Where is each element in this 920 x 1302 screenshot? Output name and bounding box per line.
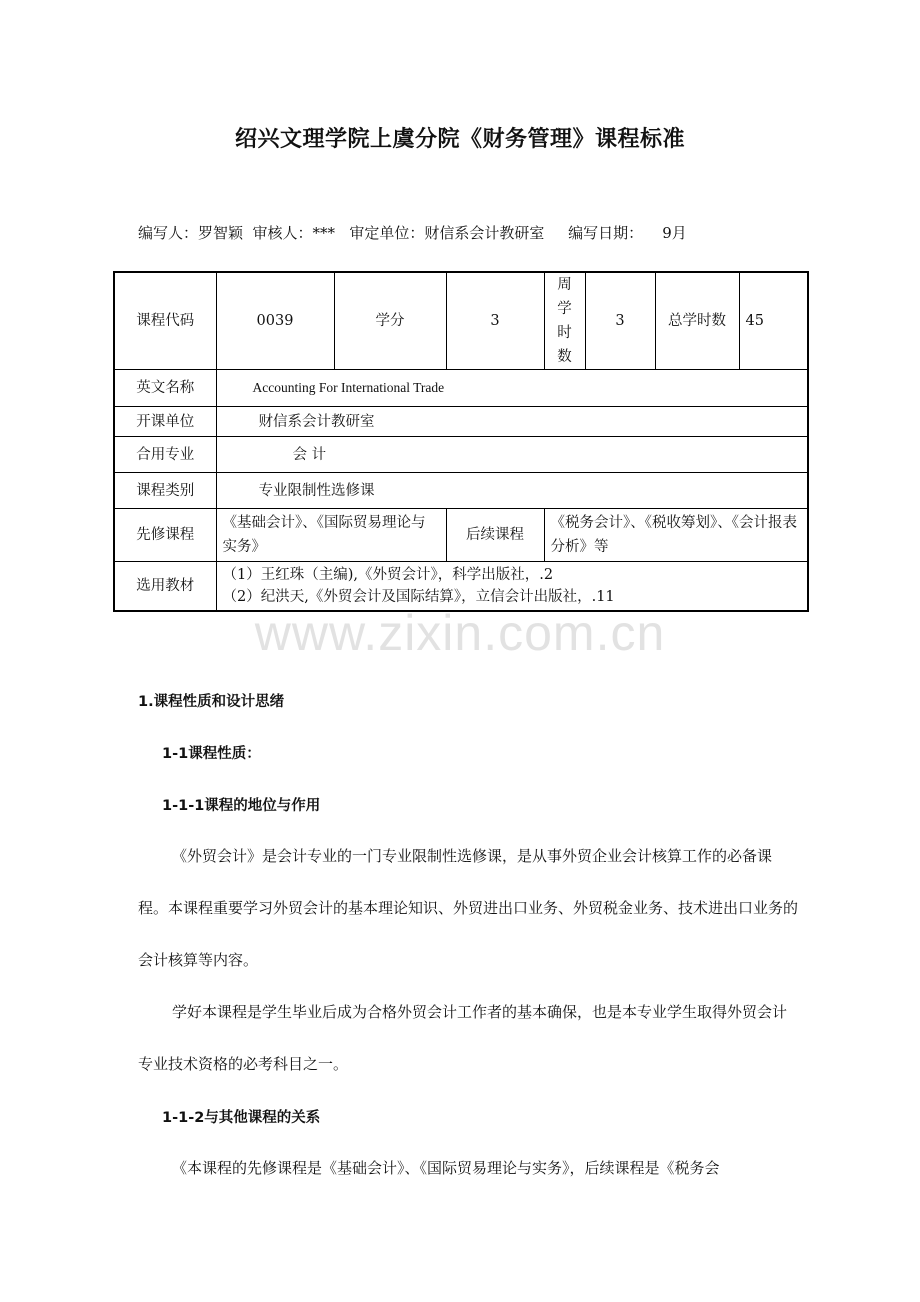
- weekly-hours-label-char: 学: [557, 301, 572, 317]
- document-title: 绍兴文理学院上虞分院《财务管理》课程标准: [234, 127, 685, 152]
- course-code-value: 0039: [216, 272, 334, 370]
- prereq-value: 《基础会计》、《国际贸易理论与实务》: [216, 509, 446, 562]
- prereq-label: 先修课程: [114, 509, 216, 562]
- textbook-item: （1）王红珠（主编),《外贸会计》，科学出版社，.2: [222, 567, 554, 583]
- table-row: [114, 407, 808, 437]
- section-heading: 1.课程性质和设计思绪: [138, 694, 285, 710]
- table-row: [114, 370, 808, 407]
- watermark: www.zixin.com.cn: [254, 605, 666, 661]
- major-label: 合用专业: [114, 437, 216, 473]
- weekly-hours-label-char: 周: [557, 277, 572, 293]
- subsection-heading: 1-1课程性质：: [162, 746, 261, 762]
- department-value: 财信系会计教研室: [216, 407, 808, 437]
- body-paragraph: 学好本课程是学生毕业后成为合格外贸会计工作者的基本确保，也是本专业学生取得外贸会计专业技术资格的必考科目之一。: [138, 1003, 788, 1073]
- body-paragraph: 《外贸会计》是会计专业的一门专业限制性选修课，是从事外贸企业会计核算工作的必备课程。本课程重要学习外贸会计的基本理论知识、外贸进出口业务、外贸税金业务、技术进出口业务的会计核算等内容。: [138, 847, 799, 969]
- subsubsection-heading: 1-1-2与其他课程的关系: [162, 1110, 321, 1126]
- weekly-hours-value: 3: [585, 272, 655, 370]
- category-value: 专业限制性选修课: [216, 473, 808, 509]
- total-hours-label: 总学时数: [655, 272, 739, 370]
- table-row: [114, 272, 808, 370]
- body-paragraph: 《本课程的先修课程是《基础会计》、《国际贸易理论与实务》，后续课程是《税务会: [172, 1159, 720, 1177]
- followup-label: 后续课程: [446, 509, 544, 562]
- category-label: 课程类别: [114, 473, 216, 509]
- table-row: [114, 509, 808, 562]
- textbook-item: （2）纪洪天,《外贸会计及国际结算》，立信会计出版社，.11: [222, 589, 615, 605]
- english-name-label: 英文名称: [114, 370, 216, 407]
- credit-label: 学分: [334, 272, 446, 370]
- english-name-value: Accounting For International Trade: [216, 370, 808, 407]
- subsubsection-heading: 1-1-1课程的地位与作用: [162, 798, 321, 814]
- followup-value: 《税务会计》、《税收筹划》、《会计报表分析》等: [544, 509, 808, 562]
- credit-value: 3: [446, 272, 544, 370]
- author-meta-line: 编写人：罗智颖 审核人：*** 审定单位：财信系会计教研室 编写日期： 9月: [138, 224, 687, 242]
- major-value: 会 计: [216, 437, 808, 473]
- table-row: [114, 437, 808, 473]
- department-label: 开课单位: [114, 407, 216, 437]
- table-row: [114, 473, 808, 509]
- textbook-label: 选用教材: [114, 562, 216, 612]
- course-code-label: 课程代码: [114, 272, 216, 370]
- total-hours-value: 45: [739, 272, 808, 370]
- weekly-hours-label-char: 时: [557, 325, 572, 341]
- course-info-table: [113, 271, 809, 612]
- weekly-hours-label: [544, 272, 585, 370]
- weekly-hours-label-char: 数: [557, 349, 572, 365]
